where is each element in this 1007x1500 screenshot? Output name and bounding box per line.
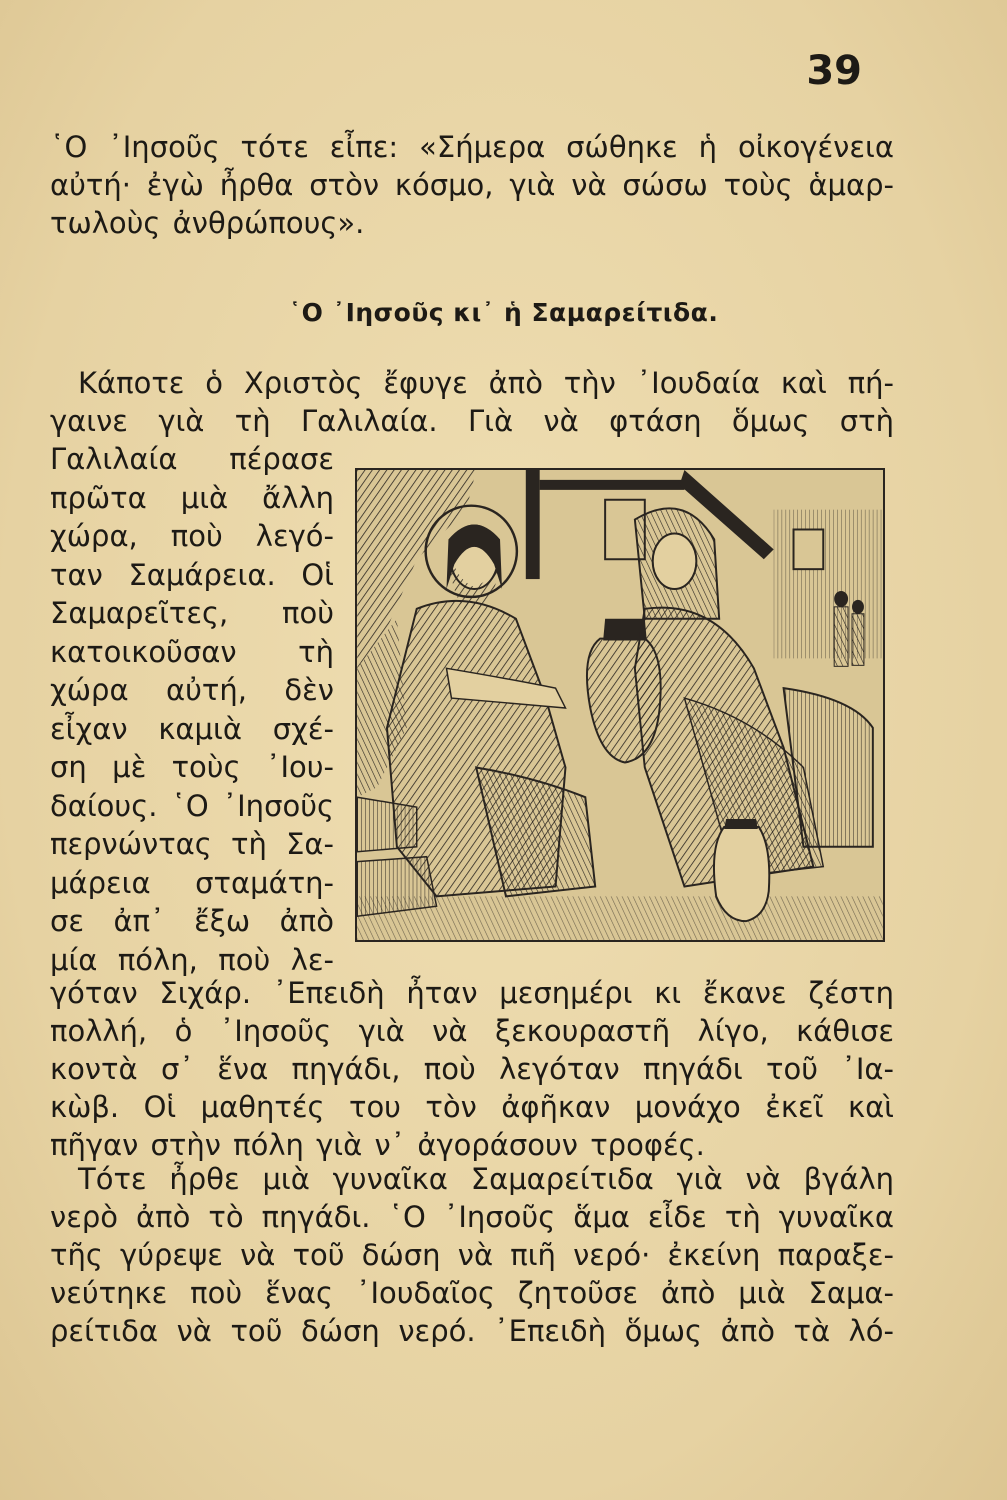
text-line: κατοικοῦσαν τὴ [50,634,334,669]
text-line: εἶχαν καμιὰ σχέ- [50,711,334,746]
text-line: κὼβ. Οἱ μαθητές του τὸν ἀφῆκαν μονάχο ἐκεῖ καὶ [50,1090,894,1124]
text-line: Κάποτε ὁ Χριστὸς ἔφυγε ἀπὸ τὴν ᾽Ιουδαία καὶ πή- [78,366,894,400]
paragraph-1 [50,128,894,242]
paragraph-2-wrapped-column [50,440,334,979]
text-line: πῆγαν στὴν πόλη γιὰ ν᾽ ἀγοράσουν τροφές. [50,1128,705,1162]
engraving-image [357,470,883,940]
text-line: νερὸ ἀπὸ τὸ πηγάδι. ῾Ο ᾽Ιησοῦς ἅμα εἶδε τὴ γυναῖκα [50,1200,894,1234]
text-line: γαινε γιὰ τὴ Γαλιλαία. Γιὰ νὰ φτάση ὅμως στὴ [50,404,894,438]
paragraph-2-top [50,364,894,440]
text-line: τῆς γύρεψε νὰ τοῦ δώση νὰ πιῆ νερό· ἐκείνη παραξε- [50,1238,894,1272]
text-line: πρῶτα μιὰ ἄλλη [50,480,334,515]
text-line: δαίους. ῾Ο ᾽Ιησοῦς [50,788,334,823]
text-line: αὐτή· ἐγὼ ἦρθα στὸν κόσμο, γιὰ νὰ σώσω τοὺς ἁμαρ- [50,168,894,202]
page-number: 39 [806,48,862,94]
illustration-jesus-samaritan-woman [355,468,885,942]
section-heading: ῾Ο ᾽Ιησοῦς κι᾽ ἡ Σαμαρείτιδα. [288,298,719,327]
text-line: νεύτηκε ποὺ ἕνας ᾽Ιουδαῖος ζητοῦσε ἀπὸ μιὰ Σαμα- [50,1276,894,1310]
text-line: χώρα, ποὺ λεγό- [50,519,334,553]
text-line: ῾Ο ᾽Ιησοῦς τότε εἶπε: «Σήμερα σώθηκε ἡ οἰκογένεια [50,130,894,164]
text-line: πολλή, ὁ ᾽Ιησοῦς γιὰ νὰ ξεκουραστῆ λίγο, κάθισε [50,1014,894,1048]
paragraph-3 [50,1160,894,1350]
text-line: Τότε ἦρθε μιὰ γυναῖκα Σαμαρείτιδα γιὰ νὰ βγάλη [78,1162,894,1196]
text-line: σε ἀπ᾽ ἔξω ἀπὸ [50,904,334,938]
paragraph-2-bottom [50,974,894,1164]
text-line: Σαμαρεῖτες, ποὺ [50,596,334,630]
text-line: περνώντας τὴ Σα- [50,827,334,861]
text-line: Γαλιλαία πέρασε [50,442,334,476]
text-line: ρείτιδα νὰ τοῦ δώση νερό. ᾽Επειδὴ ὅμως ἀπὸ τὰ λό- [50,1314,894,1348]
text-line: χώρα αὐτή, δὲν [50,673,334,707]
text-line: κοντὰ σ᾽ ἕνα πηγάδι, ποὺ λεγόταν πηγάδι τοῦ ᾽Ια- [50,1052,894,1086]
text-line: τωλοὺς ἀνθρώπους». [50,206,365,240]
text-line: μάρεια σταμάτη- [50,865,334,900]
text-line: γόταν Σιχάρ. ᾽Επειδὴ ἦταν μεσημέρι κι ἔκανε ζέστη [50,976,894,1010]
text-line: ταν Σαμάρεια. Οἱ [50,557,334,592]
text-line: μία πόλη, ποὺ λε- [50,942,334,977]
text-line: ση μὲ τοὺς ᾽Ιου- [50,750,334,784]
